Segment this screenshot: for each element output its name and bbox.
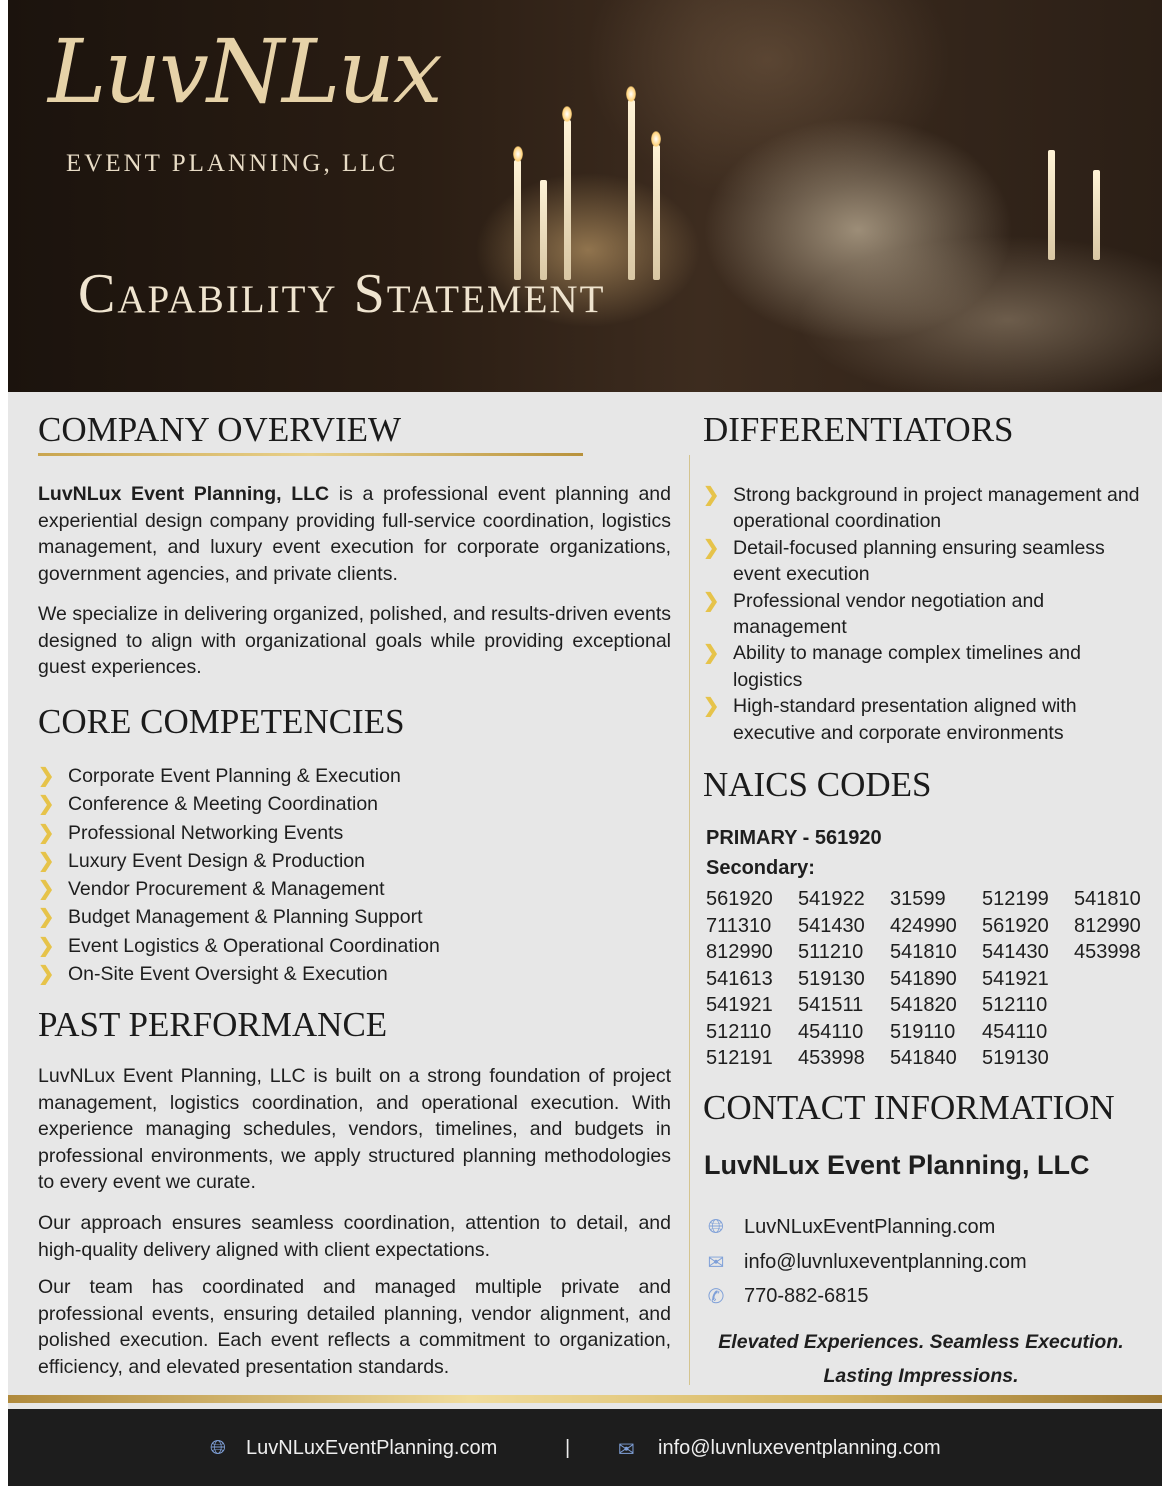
list-item — [703, 588, 1143, 641]
tagline-line-2: Lasting Impressions. — [823, 1365, 1019, 1387]
contact-email[interactable] — [704, 1250, 1027, 1275]
globe-icon: 🌐︎ — [708, 1216, 724, 1238]
hero-banner — [8, 0, 1162, 392]
chevron-bullet-icon: ❯ — [38, 963, 55, 986]
chevron-bullet-icon: ❯ — [703, 589, 720, 612]
differentiators-heading: DIFFERENTIATORS — [703, 410, 1014, 449]
naics-code: 561920 — [982, 914, 1049, 937]
naics-code: 541810 — [1074, 888, 1141, 910]
candle-image — [628, 100, 635, 280]
contact-company: LuvNLux Event Planning, LLC — [704, 1150, 1090, 1180]
past-paragraph-2: Our approach ensures seamless coordination, attention to detail, and high-quality delivery aligned with client expectations. — [38, 1212, 671, 1261]
list-item-text: Professional Networking Events — [68, 821, 344, 844]
list-item — [703, 482, 1143, 535]
chevron-bullet-icon: ❯ — [38, 934, 55, 957]
naics-code: 541810 — [890, 941, 957, 963]
phone-number[interactable]: 770-882-6815 — [744, 1285, 869, 1307]
past-performance-heading: PAST PERFORMANCE — [38, 1005, 388, 1044]
naics-code: 812990 — [706, 941, 773, 963]
naics-code: 519110 — [890, 1020, 956, 1043]
naics-code: 512199 — [982, 888, 1049, 910]
list-item — [38, 932, 440, 960]
naics-heading: NAICS CODES — [703, 765, 932, 804]
core-heading: CORE COMPETENCIES — [38, 702, 405, 741]
list-item — [703, 640, 1143, 693]
candle-image — [1048, 150, 1055, 260]
naics-code: 541921 — [982, 967, 1049, 990]
chevron-bullet-icon: ❯ — [38, 878, 55, 901]
flame-image — [626, 86, 636, 102]
email-link[interactable]: info@luvnluxeventplanning.com — [744, 1251, 1027, 1273]
list-item — [38, 903, 440, 931]
column-divider — [689, 455, 690, 1385]
flame-image — [562, 106, 572, 122]
naics-code: 541890 — [890, 967, 957, 990]
naics-code — [1074, 992, 1166, 1019]
list-item — [38, 762, 440, 790]
list-item-text: Professional vendor negotiation and management — [733, 589, 1045, 639]
naics-code — [1074, 1045, 1166, 1072]
gold-underline — [38, 453, 583, 456]
list-item-text: Ability to manage complex timelines and logistics — [733, 642, 1081, 691]
footer-separator: | — [565, 1437, 571, 1459]
naics-code — [1074, 1019, 1166, 1046]
naics-code: 541613 — [706, 967, 773, 990]
list-item — [38, 790, 440, 818]
naics-code: 519130 — [982, 1047, 1049, 1069]
naics-code: 512191 — [706, 1047, 773, 1069]
chevron-bullet-icon: ❯ — [38, 765, 55, 787]
footer — [8, 1409, 1162, 1486]
phone-icon: ✆ — [707, 1286, 725, 1308]
naics-code: 512110 — [982, 994, 1048, 1016]
past-paragraph-3: Our team has coordinated and managed multiple private and professional events, ensuring detailed planning, vendor alignment, and polished execution. Each event reflects a commitment to organization, efficiency, and elevated presentation standards. — [38, 1276, 671, 1378]
naics-code: 541921 — [706, 994, 773, 1016]
naics-code: 541820 — [890, 994, 957, 1016]
contact-heading: CONTACT INFORMATION — [703, 1088, 1115, 1127]
tagline — [694, 1325, 1148, 1393]
chevron-bullet-icon: ❯ — [38, 821, 55, 844]
list-item — [38, 875, 440, 903]
mail-icon: ✉ — [618, 1439, 635, 1461]
core-competencies-list — [38, 762, 440, 988]
chevron-bullet-icon: ❯ — [703, 536, 720, 559]
naics-code: 453998 — [1074, 941, 1141, 963]
naics-code: 453998 — [798, 1047, 865, 1069]
candle-image — [653, 145, 660, 280]
list-item-text: On-Site Event Oversight & Execution — [68, 963, 388, 986]
list-item-text: High-standard presentation aligned with executive and corporate environments — [733, 695, 1077, 744]
list-item-text: Budget Management & Planning Support — [68, 906, 423, 929]
mail-icon: ✉ — [707, 1252, 725, 1274]
list-item — [703, 535, 1143, 588]
naics-code — [1074, 966, 1166, 993]
footer-website[interactable]: LuvNLuxEventPlanning.com — [246, 1437, 498, 1459]
list-item-text: Corporate Event Planning & Execution — [68, 765, 401, 787]
naics-code: 711310 — [706, 914, 772, 937]
naics-code: 812990 — [1074, 914, 1141, 937]
flame-image — [651, 131, 661, 147]
naics-code: 512110 — [706, 1020, 772, 1043]
naics-code: 541430 — [798, 914, 865, 937]
naics-code: 541840 — [890, 1047, 957, 1069]
candle-image — [564, 120, 571, 280]
document-title: Capability Statement — [78, 263, 606, 325]
naics-code: 561920 — [706, 888, 773, 910]
overview-paragraph-2: We specialize in delivering organized, polished, and results-driven events designed to align with organizational goals while providing exceptional guest experiences. — [38, 603, 671, 678]
chevron-bullet-icon: ❯ — [38, 849, 55, 872]
naics-code: 31599 — [890, 888, 946, 910]
naics-code: 424990 — [890, 914, 957, 937]
capability-statement-page — [8, 0, 1162, 1486]
naics-code: 519130 — [798, 967, 865, 990]
past-paragraph-1: LuvNLux Event Planning, LLC is built on a strong foundation of project management, logistics coordination, and operational execution. With experience managing schedules, vendors, timelines, and budgets in professional environments, we apply structured planning methodologies to every event we curate. — [38, 1065, 671, 1193]
list-item-text: Detail-focused planning ensuring seamless event execution — [733, 536, 1105, 586]
naics-primary: PRIMARY - 561920 — [706, 827, 882, 849]
overview-heading: COMPANY OVERVIEW — [38, 410, 402, 449]
list-item-text: Conference & Meeting Coordination — [68, 793, 379, 816]
logo-subtitle: EVENT PLANNING, LLC — [66, 150, 399, 177]
globe-icon: 🌐︎ — [210, 1437, 226, 1459]
naics-codes-grid — [706, 886, 1166, 1072]
chevron-bullet-icon: ❯ — [703, 484, 720, 506]
list-item — [38, 960, 440, 988]
tagline-line-1: Elevated Experiences. Seamless Execution. — [718, 1331, 1124, 1353]
naics-code: 541430 — [982, 941, 1049, 963]
overview-text: is a professional event planning and experiential design company providing full-service coordination, logistics management, and luxury event execution for corporate organizations, government agencies, and private clients. — [38, 483, 671, 585]
naics-secondary-label: Secondary: — [706, 857, 815, 879]
candle-image — [1093, 170, 1100, 260]
contact-website[interactable] — [704, 1216, 995, 1239]
naics-code: 511210 — [798, 941, 864, 963]
naics-code: 541922 — [798, 888, 865, 910]
website-link[interactable]: LuvNLuxEventPlanning.com — [744, 1216, 996, 1238]
list-item-text: Vendor Procurement & Management — [68, 878, 385, 901]
contact-phone[interactable] — [704, 1284, 869, 1309]
gold-divider-bar — [8, 1395, 1162, 1403]
chevron-bullet-icon: ❯ — [703, 642, 720, 665]
list-item — [38, 819, 440, 847]
list-item — [38, 847, 440, 875]
company-name: LuvNLux Event Planning, LLC — [38, 483, 330, 505]
list-item — [703, 693, 1143, 746]
flame-image — [513, 146, 523, 162]
list-item-text: Luxury Event Design & Production — [68, 849, 365, 872]
footer-email[interactable]: info@luvnluxeventplanning.com — [658, 1437, 941, 1459]
company-logo: LuvNLux — [48, 20, 441, 123]
chevron-bullet-icon: ❯ — [703, 695, 720, 718]
chevron-bullet-icon: ❯ — [38, 906, 55, 929]
naics-code: 454110 — [982, 1020, 1048, 1043]
chevron-bullet-icon: ❯ — [38, 793, 55, 816]
overview-paragraph-1 — [38, 481, 671, 587]
list-item-text: Strong background in project management and operational coordination — [733, 484, 1140, 533]
naics-code: 541511 — [798, 994, 864, 1016]
naics-code: 454110 — [798, 1020, 864, 1043]
list-item-text: Event Logistics & Operational Coordination — [68, 934, 440, 957]
differentiators-list — [703, 482, 1143, 746]
